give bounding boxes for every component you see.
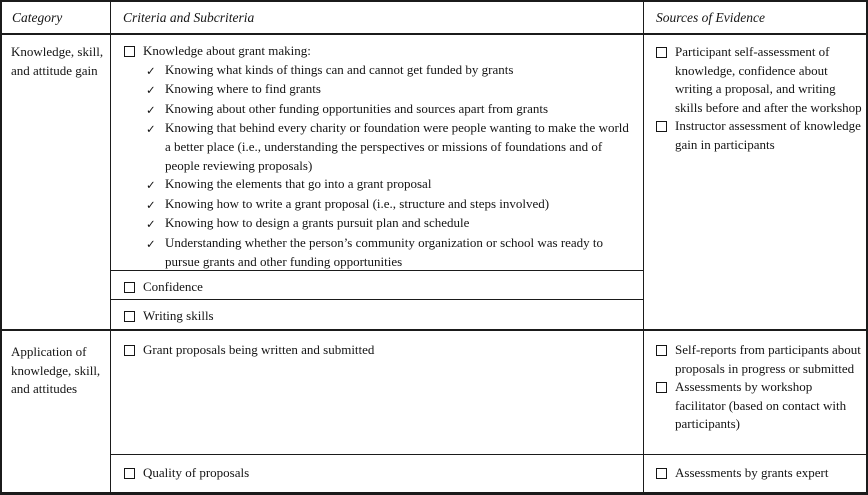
header-sources — [643, 2, 866, 33]
checkmark-icon: ✓ — [146, 197, 156, 212]
criteria-item — [124, 278, 637, 297]
criteria-cell-confidence — [111, 270, 643, 299]
sources-cell — [643, 331, 866, 454]
sources-cell — [643, 455, 866, 492]
sources-cell — [643, 35, 866, 329]
criteria-item — [124, 464, 637, 483]
checkmark-icon: ✓ — [146, 178, 156, 193]
criteria-item-label: Grant proposals being written and submitted — [143, 342, 375, 357]
criteria-cell — [110, 331, 643, 454]
header-category — [2, 2, 110, 33]
criteria-cell-writing-skills — [111, 299, 643, 329]
checkbox-icon — [656, 345, 667, 356]
source-item — [656, 464, 862, 483]
criteria-subitem-label: Knowing what kinds of things can and cannot get funded by grants — [165, 61, 514, 77]
criteria-item — [124, 307, 637, 326]
subrow-grant-proposals — [110, 331, 866, 454]
criteria-subitem — [146, 234, 637, 271]
header-row — [2, 2, 866, 35]
source-item-label: Instructor assessment of knowledge gain in participants — [675, 118, 861, 152]
source-item-label: Assessments by workshop facilitator (based on contact with participants) — [675, 379, 847, 432]
table-row-application — [2, 331, 866, 492]
header-criteria — [110, 2, 643, 33]
criteria-item — [124, 341, 637, 360]
criteria-subitem-label: Knowing how to write a grant proposal (i.e., structure and steps involved) — [165, 195, 550, 211]
checkbox-icon — [656, 468, 667, 479]
checkbox-icon — [656, 47, 667, 58]
criteria-subitem — [146, 175, 637, 195]
checkmark-icon: ✓ — [146, 236, 156, 251]
source-item — [656, 341, 862, 378]
checkmark-icon: ✓ — [146, 83, 156, 98]
checkmark-icon: ✓ — [146, 217, 156, 232]
checkbox-icon — [656, 121, 667, 132]
criteria-subitem-label: Knowing the elements that go into a grant proposal — [165, 176, 432, 192]
source-item — [656, 43, 862, 117]
checkbox-icon — [124, 345, 135, 356]
category-label: Application of knowledge, skill, and attitudes — [11, 344, 101, 397]
checkmark-icon: ✓ — [146, 122, 156, 137]
checkbox-icon — [124, 311, 135, 322]
criteria-subitem — [146, 214, 637, 234]
criteria-subitem — [146, 61, 637, 81]
criteria-subitem — [146, 119, 637, 175]
checkmark-icon: ✓ — [146, 102, 156, 117]
checkbox-icon — [124, 46, 135, 57]
criteria-item-label: Knowledge about grant making: — [143, 43, 311, 58]
source-item — [656, 378, 862, 434]
criteria-subitem-label: Knowing about other funding opportunities and sources apart from grants — [165, 100, 549, 116]
header-category-label: Category — [12, 10, 63, 25]
criteria-subitem — [146, 100, 637, 120]
criteria-item-label: Confidence — [143, 279, 203, 294]
criteria-subitem-label: Knowing where to find grants — [165, 81, 321, 97]
criteria-item — [124, 42, 637, 61]
criteria-subitem-label: Knowing how to design a grants pursuit plan and schedule — [165, 215, 470, 231]
table-row-knowledge-gain — [2, 35, 866, 331]
criteria-subitem — [146, 195, 637, 215]
criteria-item-label: Quality of proposals — [143, 465, 250, 480]
category-label: Knowledge, skill, and attitude gain — [11, 44, 104, 78]
criteria-cell-knowledge — [111, 35, 643, 270]
criteria-cell — [110, 455, 643, 492]
criteria-subitem-label: Knowing that behind every charity or foundation were people wanting to make the world a better place (i.e., understanding the perspectives or missions of foundations and of people reviewing proposals) — [165, 120, 629, 173]
source-item-label: Assessments by grants expert — [675, 465, 829, 480]
subrow-quality — [110, 454, 866, 492]
criteria-subitem — [146, 80, 637, 100]
source-item — [656, 117, 862, 154]
header-sources-label: Sources of Evidence — [656, 10, 765, 25]
category-cell — [2, 35, 110, 329]
checkbox-icon — [656, 382, 667, 393]
criteria-item-label: Writing skills — [143, 308, 214, 323]
header-criteria-label: Criteria and Subcriteria — [123, 10, 255, 25]
source-item-label: Self-reports from participants about proposals in progress or submitted — [675, 342, 861, 376]
source-item-label: Participant self-assessment of knowledge, confidence about writing a proposal, and writing skills before and after the workshop — [675, 44, 862, 115]
row2-subrows — [110, 331, 866, 492]
criteria-column — [110, 35, 643, 329]
category-cell — [2, 331, 110, 492]
checkbox-icon — [124, 468, 135, 479]
checkmark-icon: ✓ — [146, 63, 156, 78]
criteria-subitem-label: Understanding whether the person’s community organization or school was ready to pursue grants and other funding opportunities — [165, 234, 604, 269]
checkbox-icon — [124, 282, 135, 293]
